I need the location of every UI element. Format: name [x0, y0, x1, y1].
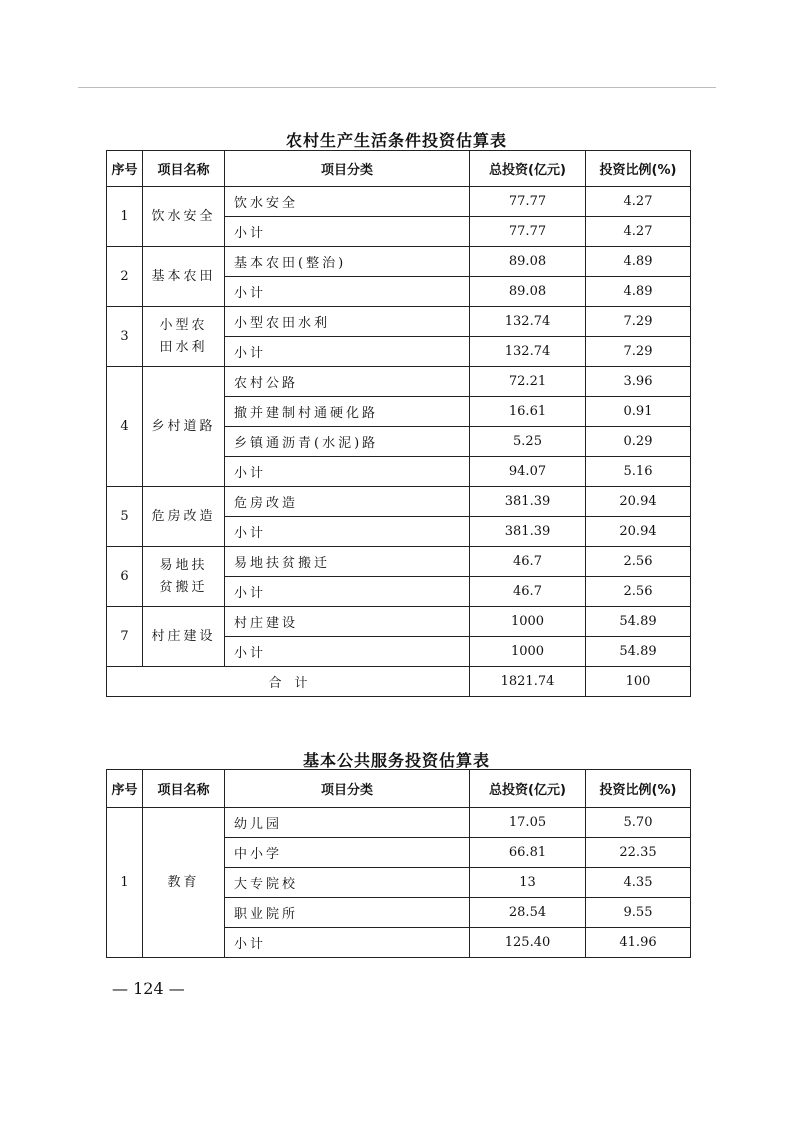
item-category: 小计 — [225, 517, 470, 547]
investment-ratio: 54.89 — [586, 607, 691, 637]
total-investment: 77.77 — [470, 187, 586, 217]
table-row — [107, 607, 691, 637]
header-name: 项目名称 — [143, 151, 225, 187]
total-investment: 381.39 — [470, 517, 586, 547]
header-ratio: 投资比例(%) — [586, 770, 691, 808]
investment-ratio: 4.89 — [586, 247, 691, 277]
item-category: 小计 — [225, 277, 470, 307]
item-name-line: 小型农 — [159, 317, 208, 333]
total-investment: 77.77 — [470, 217, 586, 247]
header-total: 总投资(亿元) — [470, 151, 586, 187]
total-investment: 5.25 — [470, 427, 586, 457]
item-number: 1 — [107, 187, 143, 247]
header-category: 项目分类 — [225, 770, 470, 808]
item-name: 村庄建设 — [143, 607, 225, 667]
header-rule — [78, 87, 716, 88]
total-investment: 16.61 — [470, 397, 586, 427]
item-name: 乡村道路 — [143, 367, 225, 487]
total-label: 合 计 — [107, 667, 470, 697]
item-name: 饮水安全 — [143, 187, 225, 247]
header-total: 总投资(亿元) — [470, 770, 586, 808]
header-no: 序号 — [107, 770, 143, 808]
investment-ratio: 20.94 — [586, 487, 691, 517]
total-investment: 89.08 — [470, 247, 586, 277]
header-row — [107, 151, 691, 187]
total-investment: 46.7 — [470, 577, 586, 607]
item-category: 村庄建设 — [225, 607, 470, 637]
item-category: 撤并建制村通硬化路 — [225, 397, 470, 427]
investment-ratio: 4.27 — [586, 187, 691, 217]
item-category: 职业院所 — [225, 898, 470, 928]
total-investment: 132.74 — [470, 337, 586, 367]
total-row — [107, 667, 691, 697]
investment-ratio: 9.55 — [586, 898, 691, 928]
header-no: 序号 — [107, 151, 143, 187]
grand-ratio: 100 — [586, 667, 691, 697]
item-name-line: 贫搬迁 — [159, 579, 208, 595]
header-category: 项目分类 — [225, 151, 470, 187]
investment-ratio: 54.89 — [586, 637, 691, 667]
investment-ratio: 4.27 — [586, 217, 691, 247]
item-category: 乡镇通沥青(水泥)路 — [225, 427, 470, 457]
header-ratio: 投资比例(%) — [586, 151, 691, 187]
total-investment: 132.74 — [470, 307, 586, 337]
public-service-investment-table — [106, 769, 691, 958]
total-investment: 66.81 — [470, 838, 586, 868]
item-category: 小计 — [225, 217, 470, 247]
table-row — [107, 547, 691, 577]
item-category: 小计 — [225, 637, 470, 667]
investment-ratio: 3.96 — [586, 367, 691, 397]
investment-ratio: 4.35 — [586, 868, 691, 898]
total-investment: 1000 — [470, 637, 586, 667]
table-row — [107, 367, 691, 397]
table2-title: 基本公共服务投资估算表 — [302, 751, 490, 770]
item-number: 7 — [107, 607, 143, 667]
item-name-line: 易地扶 — [159, 557, 208, 573]
item-category: 小计 — [225, 457, 470, 487]
total-investment: 381.39 — [470, 487, 586, 517]
item-name: 教育 — [143, 808, 225, 958]
item-category: 基本农田(整治) — [225, 247, 470, 277]
investment-ratio: 5.70 — [586, 808, 691, 838]
table-row — [107, 808, 691, 838]
item-category: 农村公路 — [225, 367, 470, 397]
item-name — [143, 547, 225, 607]
item-name: 基本农田 — [143, 247, 225, 307]
item-number: 4 — [107, 367, 143, 487]
table-row — [107, 187, 691, 217]
investment-ratio: 41.96 — [586, 928, 691, 958]
item-category: 幼儿园 — [225, 808, 470, 838]
page-number: — 124 — — [112, 979, 185, 998]
investment-ratio: 5.16 — [586, 457, 691, 487]
investment-ratio: 0.91 — [586, 397, 691, 427]
item-category: 小计 — [225, 577, 470, 607]
investment-ratio: 22.35 — [586, 838, 691, 868]
table-row — [107, 247, 691, 277]
table1-title: 农村生产生活条件投资估算表 — [285, 131, 507, 150]
rural-investment-table — [106, 150, 691, 697]
item-name-line: 田水利 — [159, 339, 208, 355]
item-name: 危房改造 — [143, 487, 225, 547]
investment-ratio: 2.56 — [586, 577, 691, 607]
investment-ratio: 20.94 — [586, 517, 691, 547]
total-investment: 17.05 — [470, 808, 586, 838]
investment-ratio: 0.29 — [586, 427, 691, 457]
table-row — [107, 487, 691, 517]
item-category: 危房改造 — [225, 487, 470, 517]
grand-total: 1821.74 — [470, 667, 586, 697]
total-investment: 125.40 — [470, 928, 586, 958]
item-category: 小型农田水利 — [225, 307, 470, 337]
total-investment: 89.08 — [470, 277, 586, 307]
item-category: 小计 — [225, 337, 470, 367]
item-category: 饮水安全 — [225, 187, 470, 217]
table-row — [107, 307, 691, 337]
item-name — [143, 307, 225, 367]
item-number: 2 — [107, 247, 143, 307]
total-investment: 72.21 — [470, 367, 586, 397]
item-number: 6 — [107, 547, 143, 607]
total-investment: 28.54 — [470, 898, 586, 928]
header-name: 项目名称 — [143, 770, 225, 808]
total-investment: 94.07 — [470, 457, 586, 487]
total-investment: 13 — [470, 868, 586, 898]
item-category: 易地扶贫搬迁 — [225, 547, 470, 577]
item-category: 小计 — [225, 928, 470, 958]
investment-ratio: 4.89 — [586, 277, 691, 307]
item-category: 中小学 — [225, 838, 470, 868]
total-investment: 1000 — [470, 607, 586, 637]
total-investment: 46.7 — [470, 547, 586, 577]
investment-ratio: 2.56 — [586, 547, 691, 577]
item-number: 5 — [107, 487, 143, 547]
item-category: 大专院校 — [225, 868, 470, 898]
investment-ratio: 7.29 — [586, 307, 691, 337]
investment-ratio: 7.29 — [586, 337, 691, 367]
item-number: 1 — [107, 808, 143, 958]
item-number: 3 — [107, 307, 143, 367]
header-row — [107, 770, 691, 808]
